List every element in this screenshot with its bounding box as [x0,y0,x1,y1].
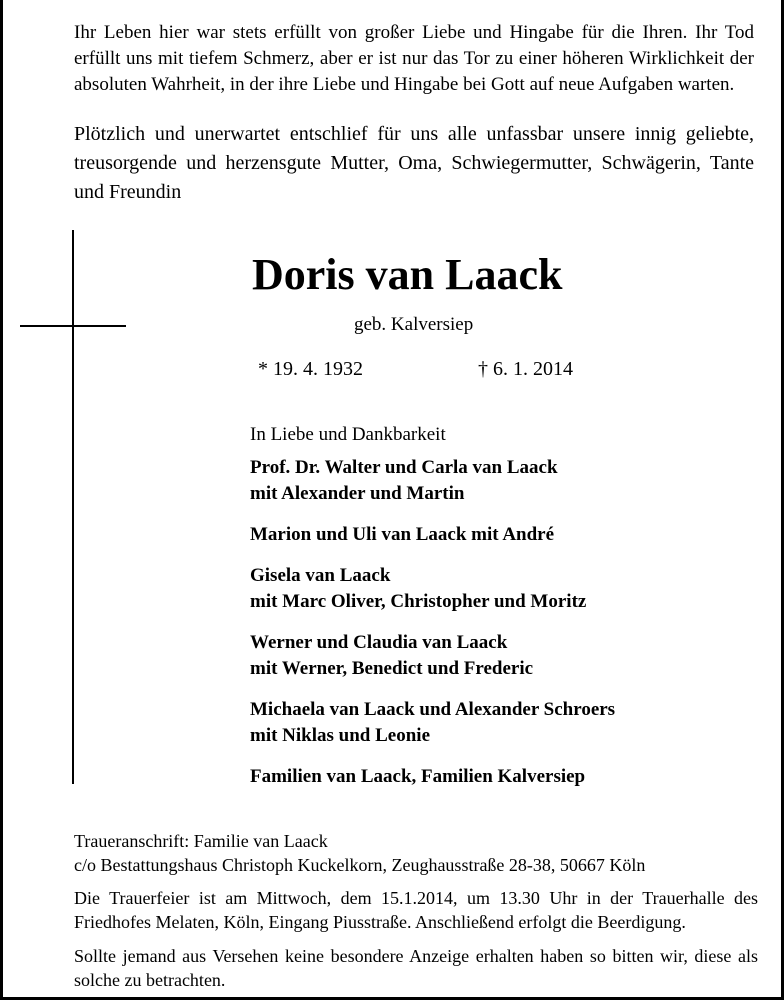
mourner-group [250,630,730,682]
ceremony-info [74,886,758,934]
address-line: c/o Bestattungshaus Christoph Kuckelkorn, Zeughausstraße 28-38, 50667 Köln [74,855,646,875]
mourner-line: Werner und Claudia van Laack [250,632,508,653]
funeral-address [74,829,758,877]
mourner-group [250,455,730,507]
mourner-line: Michaela van Laack und Alexander Schroers [250,699,616,720]
mourner-line: mit Niklas und Leonie [250,725,431,746]
mourner-group [250,563,730,615]
mourner-group [250,764,730,790]
mourner-line: mit Marc Oliver, Christopher und Moritz [250,591,587,612]
mourner-line: Prof. Dr. Walter und Carla van Laack [250,457,558,478]
mourner-line: mit Werner, Benedict und Frederic [250,658,534,679]
mourner-group [250,697,730,749]
mourner-line: Gisela van Laack [250,565,391,586]
mourners-greeting: In Liebe und Dankbarkeit [250,424,446,445]
mourner-line: Familien van Laack, Familien Kalversiep [250,766,586,787]
mourners-list [250,422,730,805]
mourner-line: Marion und Uli van Laack mit André [250,524,555,545]
death-date: † 6. 1. 2014 [478,358,573,380]
intro-quote [74,20,754,98]
cross-icon [72,230,74,784]
cross-icon-crossbar [20,325,126,327]
maiden-name: geb. Kalversiep [354,314,474,335]
birth-date: * 19. 4. 1932 [258,358,363,380]
deceased-name: Doris van Laack [252,250,563,299]
notice-note [74,944,758,992]
address-line: Traueranschrift: Familie van Laack [74,831,328,851]
intro-quote-text: Ihr Leben hier war stets erfüllt von großer Liebe und Hingabe für die Ihren. Ihr Tod erfüllt uns mit tiefem Schmerz, aber er ist nur das Tor zu einer höheren Wirklichkeit der absoluten Wahrheit, in der ihre Liebe und Hingabe bei Gott auf neue Aufgaben warten. [74,22,754,95]
mourner-line: mit Alexander und Martin [250,483,465,504]
mourner-group [250,522,730,548]
ceremony-text: Die Trauerfeier ist am Mittwoch, dem 15.1.2014, um 13.30 Uhr in der Trauerhalle des Friedhofes Melaten, Köln, Eingang Piusstraße. Anschließend erfolgt die Beerdigung. [74,888,758,932]
announcement-text [74,120,754,207]
notice-note-text: Sollte jemand aus Versehen keine besondere Anzeige erhalten haben so bitten wir, diese als solche zu betrachten. [74,946,758,990]
announcement-paragraph: Plötzlich und unerwartet entschlief für uns alle unfassbar unsere innig geliebte, treusorgende und herzensgute Mutter, Oma, Schwiegermutter, Schwägerin, Tante und Freundin [74,123,754,203]
